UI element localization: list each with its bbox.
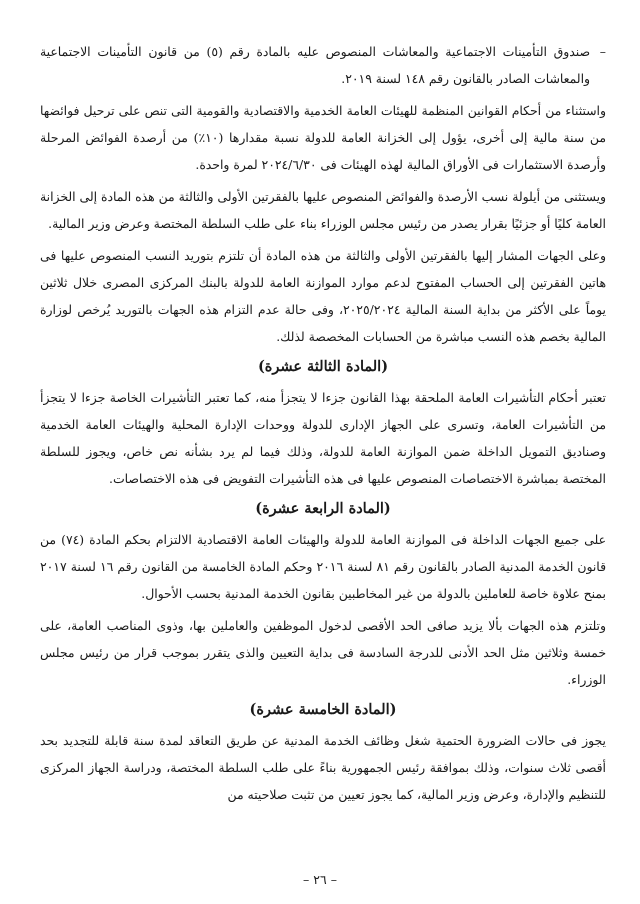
article-14-paragraph-2: وتلتزم هذه الجهات بألا يزيد صافى الحد الأقصى لدخول الموظفين والعاملين بها، وذوى المناصب العامة، على خمسة وثلاثين مثل الحد الأدنى للدرجة السادسة فى بداية التعيين والذى يتقرر بموجب قرار من رئيس مجلس الوزراء. bbox=[40, 618, 606, 687]
paragraph-remittance-obligation: وعلى الجهات المشار إليها بالفقرتين الأولى والثالثة من هذه المادة أن تلتزم بتوريد النسب المنصوص عليها فى هاتين الفقرتين إلى الحساب المفتوح لدعم موارد الموازنة العامة للدولة بالبنك المركزى المصرى خلال ثلاثين يوماً على الأكثر من بداية السنة المالية ٢٠٢٥/٢٠٢٤، وفى حالة عدم التزام هذه الجهات بالتوريد يُرخص لوزارة المالية بخصم هذه النسب مباشرة من الحسابات المخصصة لذلك. bbox=[40, 248, 606, 344]
article-15-heading: (المادة الخامسة عشرة) bbox=[249, 701, 397, 718]
document-page bbox=[40, 38, 606, 813]
article-14-heading: (المادة الرابعة عشرة) bbox=[255, 500, 391, 517]
bullet-dash: – bbox=[599, 44, 606, 59]
paragraph-exemption: ويستثنى من أيلولة نسب الأرصدة والفوائض المنصوص عليها بالفقرتين الأولى والثالثة من هذه المادة إلى الخزانة العامة كليًا أو جزئيًا بقرار يصدر من رئيس مجلس الوزراء بناء على طلب السلطة المختصة وعرض وزير المالية. bbox=[40, 189, 606, 231]
article-15-paragraph: يجوز فى حالات الضرورة الحتمية شغل وظائف الخدمة المدنية عن طريق التعاقد لمدة سنة قابلة للتجديد بحد أقصى ثلاث سنوات، وذلك بموافقة رئيس الجمهورية بناءً على طلب السلطة المختصة، ودراسة الجهاز المركزى للتنظيم والإدارة، وعرض وزير المالية، كما يجوز تعيين من تثبت صلاحيته من bbox=[40, 733, 606, 802]
article-13-paragraph: تعتبر أحكام التأشيرات العامة الملحقة بهذا القانون جزءا لا يتجزأ منه، كما تعتبر التأشيرات الخاصة جزءا لا يتجزأ من التأشيرات العامة، وتسرى على الجهاز الإدارى للدولة ووحدات الإدارة المحلية والهيئات العامة الخدمية وصناديق التمويل الداخلة ضمن الموازنة العامة للدولة، وذلك فيما لم يرد بشأنه نص خاص، ويجوز للسلطة المختصة بمباشرة الاختصاصات المنصوص عليها فى هذه التأشيرات التفويض فى هذه الاختصاصات. bbox=[40, 390, 606, 486]
article-13-heading: (المادة الثالثة عشرة) bbox=[257, 358, 389, 375]
paragraph-surplus-exception: واستثناء من أحكام القوانين المنظمة للهيئات العامة الخدمية والاقتصادية والقومية التى تنص على ترحيل فوائضها من سنة مالية إلى أخرى، يؤول إلى الخزانة العامة للدولة نسبة مقدارها (١٠٪) من أرصدة الفوائض المرحلة وأرصدة الاستثمارات فى الأوراق المالية لهذه الهيئات فى ٢٠٢٤/٦/٣٠ لمرة واحدة. bbox=[40, 103, 606, 172]
paragraph-text: صندوق التأمينات الاجتماعية والمعاشات المنصوص عليه بالمادة رقم (٥) من قانون التأمينات الاجتماعية والمعاشات الصادر بالقانون رقم ١٤٨ لسنة ٢٠١٩. bbox=[40, 44, 590, 86]
page-number: – ٢٦ – bbox=[303, 872, 337, 887]
paragraph-bullet-social-insurance bbox=[40, 38, 606, 92]
article-14-paragraph-1: على جميع الجهات الداخلة فى الموازنة العامة للدولة والهيئات العامة الاقتصادية الالتزام بحكم المادة (٧٤) من قانون الخدمة المدنية الصادر بالقانون رقم ٨١ لسنة ٢٠١٦ وحكم المادة الخامسة من القانون رقم ١٦ لسنة ٢٠١٧ بمنح علاوة خاصة للعاملين بالدولة من غير المخاطبين بقانون الخدمة المدنية بحسب الأحوال. bbox=[40, 532, 607, 601]
